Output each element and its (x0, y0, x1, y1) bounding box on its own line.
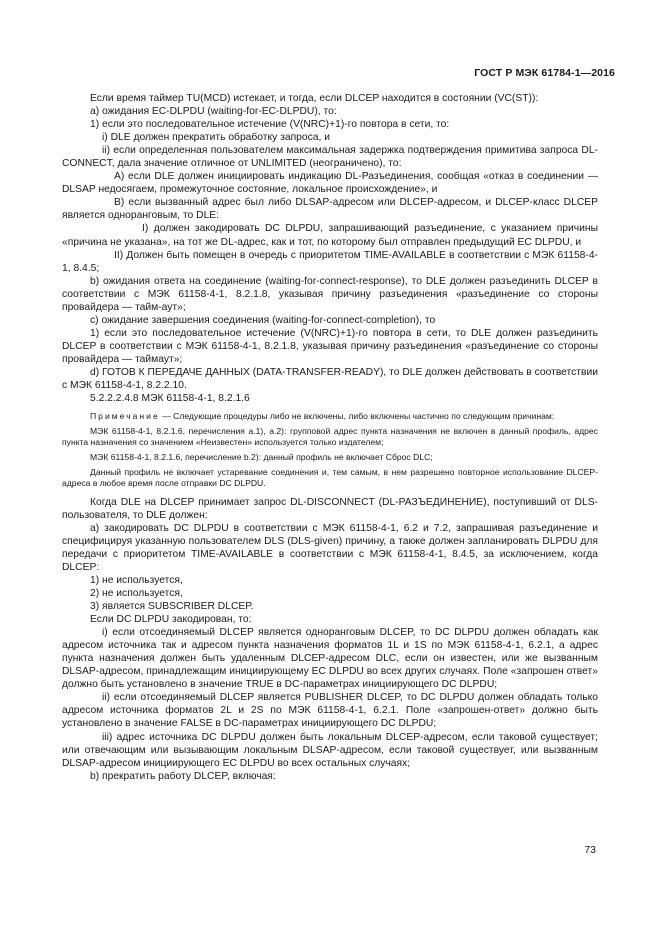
note-intro (62, 411, 598, 423)
paragraph: II) Должен быть помещен в очередь с приоритетом TIME-AVAILABLE в соответствии с МЭК 61158-4-1, 8.4.5; (62, 249, 598, 274)
paragraph: А) если DLE должен инициировать индикацию DL-Разъединения, сообщая «отказ в соединении — DLSAP недосягаем, промежуточное состояние, локальное происхождение», и (62, 171, 598, 196)
paragraph: c) ожидание завершения соединения (waiting-for-connect-completion), то (90, 314, 436, 326)
standard-designation: ГОСТ Р МЭК 61784-1—2016 (474, 67, 615, 79)
paragraph: b) прекратить работу DLCEP, включая: (90, 770, 276, 782)
page-number: 73 (584, 844, 596, 856)
paragraph: I) должен закодировать DC DLPDU, запрашивающий разъединение, с указанием причины «причина не указана», на тот же DL-адрес, как и тот, по которому был отправлен предыдущий EC DLPDU, и (62, 223, 598, 248)
note-item: МЭК 61158-4-1, 8.2.1.6, перечисление b.2): данный профиль не включает Сброс DLC; (90, 451, 433, 462)
paragraph: 1) не используется, (90, 574, 183, 586)
note-title: Примечание (90, 411, 160, 422)
paragraph: i) DLE должен прекратить обработку запроса, и (102, 132, 330, 144)
paragraph: B) если вызванный адрес был либо DLSAP-адресом или DLCEP-адресом, и DLCEP-класс DLCEP является одноранговым, то DLE: (62, 197, 598, 222)
paragraph: Когда DLE на DLCEP принимает запрос DL-DISCONNECT (DL-РАЗЪЕДИНЕНИЕ), поступивший от DLS-пользователя, то DLE должен: (62, 496, 598, 521)
paragraph: iii) адрес источника DC DLPDU должен быть локальным DLCEP-адресом, если таковой существует; или отвечающим или вызывающим локальным DLSAP-адресом, если таковой существует, или вызванным DLSAP-адресом инициирующего EC DLPDU во всех остальных случаях; (62, 731, 598, 769)
paragraph: 1) если это последовательное истечение (V(NRC)+1)-го повтора в сети, то DLE должен разъединить DLCEP в соответствии с МЭК 61158-4-1, 8.2.1.8, указывая причину разъединения «разъединение со стороны провайдера — таймаут»; (62, 327, 598, 365)
paragraph: ii) если определенная пользователем максимальная задержка подтверждения примитива запроса DL-CONNECT, дала значение отличное от UNLIMITED (неограничено), то: (62, 145, 598, 170)
clause-reference: 5.2.2.2.4.8 МЭК 61158-4-1, 8.2.1.6 (90, 393, 250, 405)
paragraph: а) ожидания EC-DLPDU (waiting-for-EC-DLPDU), то: (90, 106, 337, 118)
paragraph: 3) является SUBSCRIBER DLCEP. (90, 601, 254, 613)
paragraph: Если DC DLPDU закодирован, то: (90, 614, 252, 626)
paragraph: b) ожидания ответа на соединение (waiting-for-connect-response), то DLE должен разъединить DLCEP в соответствии с МЭК 61158-4-1, 8.2.1.8, указывая причину разъединения «разъединение со стороны провайдера — тайм-аут»; (62, 275, 598, 313)
note-item: Данный профиль не включает устаревание соединения и, тем самым, в нем разрешено повторное использование DLCEP-адреса в любое время после отправки DC DLPDU. (62, 466, 598, 489)
note-lead: — Следующие процедуры либо не включены, либо включены частично по следующим причинам: (159, 411, 555, 422)
paragraph: d) ГОТОВ К ПЕРЕДАЧЕ ДАННЫХ (DATA-TRANSFER-READY), то DLE должен действовать в соответствии с МЭК 61158-4-1, 8.2.2.10. (62, 366, 598, 392)
paragraph: а) закодировать DC DLPDU в соответствии с МЭК 61158-4-1, 6.2 и 7.2, запрашивая разъединение и специфицируя указанную пользователем DLS (DLS-given) причину, а также должен запланировать DLPDU для передачи с приоритетом TIME-AVAILABLE в соответствии с МЭК 61158-4-1, 8.4.5, за исключением, когда DLCEP: (62, 522, 598, 573)
page-body (62, 92, 598, 783)
paragraph: i) если отсоединяемый DLCEP является одноранговым DLCEP, то DC DLPDU должен обладать как адресом источника так и адресом пункта назначения форматов 1L и 1S по МЭК 61158-4-1, 6.2.1, а адрес пункта назначения должен быть удаленным DLCEP-адресом DLC, если он известен, или же вызванным DLSAP-адресом, принадлежащим инициирующему EC DLPDU во всех других случаях. Поле «запрошен ответ» должно быть установлено в значение TRUE в DC-параметрах инициирующего DC DLPDU; (62, 627, 598, 691)
paragraph: 2) не используется, (90, 588, 183, 600)
note-item: МЭК 61158-4-1, 8.2.1.6, перечисления а.1), а.2): групповой адрес пункта назначения не включен в данный профиль, адрес пункта назначения со значением «Неизвестен» используется только издателем; (62, 425, 598, 448)
paragraph: Если время таймер TU(MCD) истекает, и тогда, если DLCEP находится в состоянии (VC(ST)): (90, 93, 539, 104)
paragraph: 1) если это последовательное истечение (V(NRC)+1)-го повтора в сети, то: (90, 119, 450, 131)
paragraph: ii) если отсоединяемый DLCEP является PUBLISHER DLCEP, то DC DLPDU должен обладать только адресом источника форматов 2L и 2S по МЭК 61158-4-1, 6.2.1. Поле «запрошен-ответ» должно быть установлено в значение FALSE в DC-параметрах инициирующего DC DLPDU; (62, 692, 598, 730)
